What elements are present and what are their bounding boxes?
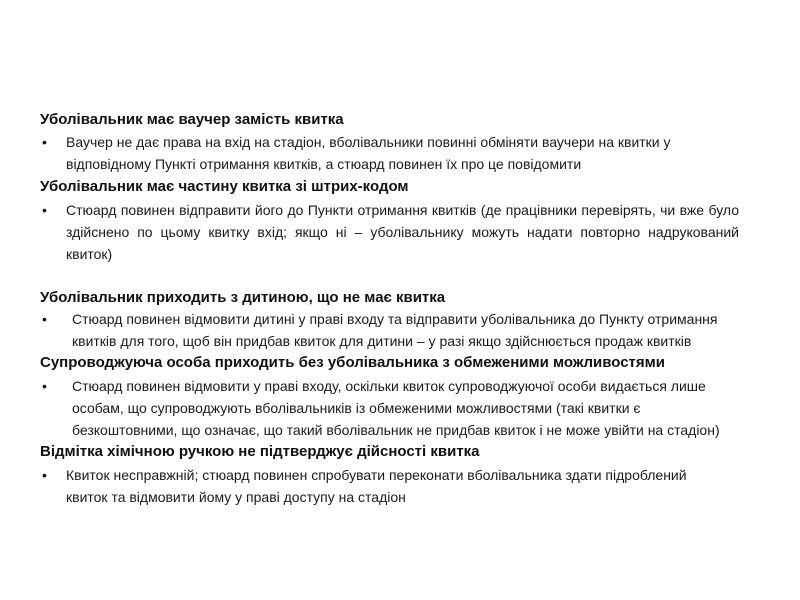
section-text-companion: Стюард повинен відмовити у праві входу, оскільки квиток супроводжуючої особи видається лише особам, що супроводжують вболівальників із обмеженими можливостями (такі квитки є безкоштовними, що означає, що такий вболівальник не придбав квиток і не може увійти на стадіон) — [72, 378, 720, 438]
section-heading-barcode-part: Уболівальник має частину квитка зі штрих-кодом — [40, 178, 409, 195]
bullet-marker: • — [42, 311, 47, 327]
section-text-chemical-pen: Квиток несправжній; стюард повинен спробувати переконати вболівальника здати підроблений квиток та відмовити йому у праві доступу на стадіон — [66, 467, 687, 505]
bullet-marker: • — [42, 378, 47, 394]
section-heading-voucher: Уболівальник має ваучер замість квитка — [40, 111, 344, 128]
bullet-marker: • — [42, 202, 47, 218]
bullet-marker: • — [42, 467, 47, 483]
section-text-child-without-ticket: Стюард повинен відмовити дитині у праві входу та відправити уболівальника до Пункту отримання квитків для того, щоб він придбав квиток для дитини – у разі якщо здійснюється продаж квитків — [72, 311, 718, 349]
section-heading-companion: Супроводжуюча особа приходить без уболівальника з обмеженими можливостями — [40, 354, 665, 371]
section-heading-chemical-pen: Відмітка хімічною ручкою не підтверджує дійсності квитка — [40, 443, 480, 460]
section-heading-child-without-ticket: Уболівальник приходить з дитиною, що не має квитка — [40, 289, 446, 306]
section-text-voucher: Ваучер не дає права на вхід на стадіон, вболівальники повинні обміняти ваучери на квитки у відповідному Пункті отримання квитків, а стюард повинен їх про це повідомити — [66, 134, 671, 172]
bullet-marker: • — [42, 134, 47, 150]
section-text-barcode-part: Стюард повинен відправити його до Пункти отримання квитків (де працівники перевірять, чи вже було здійснено по цьому квитку вхід; якщо ні – уболівальнику можуть надати повторно надрукований квиток) — [66, 202, 739, 262]
